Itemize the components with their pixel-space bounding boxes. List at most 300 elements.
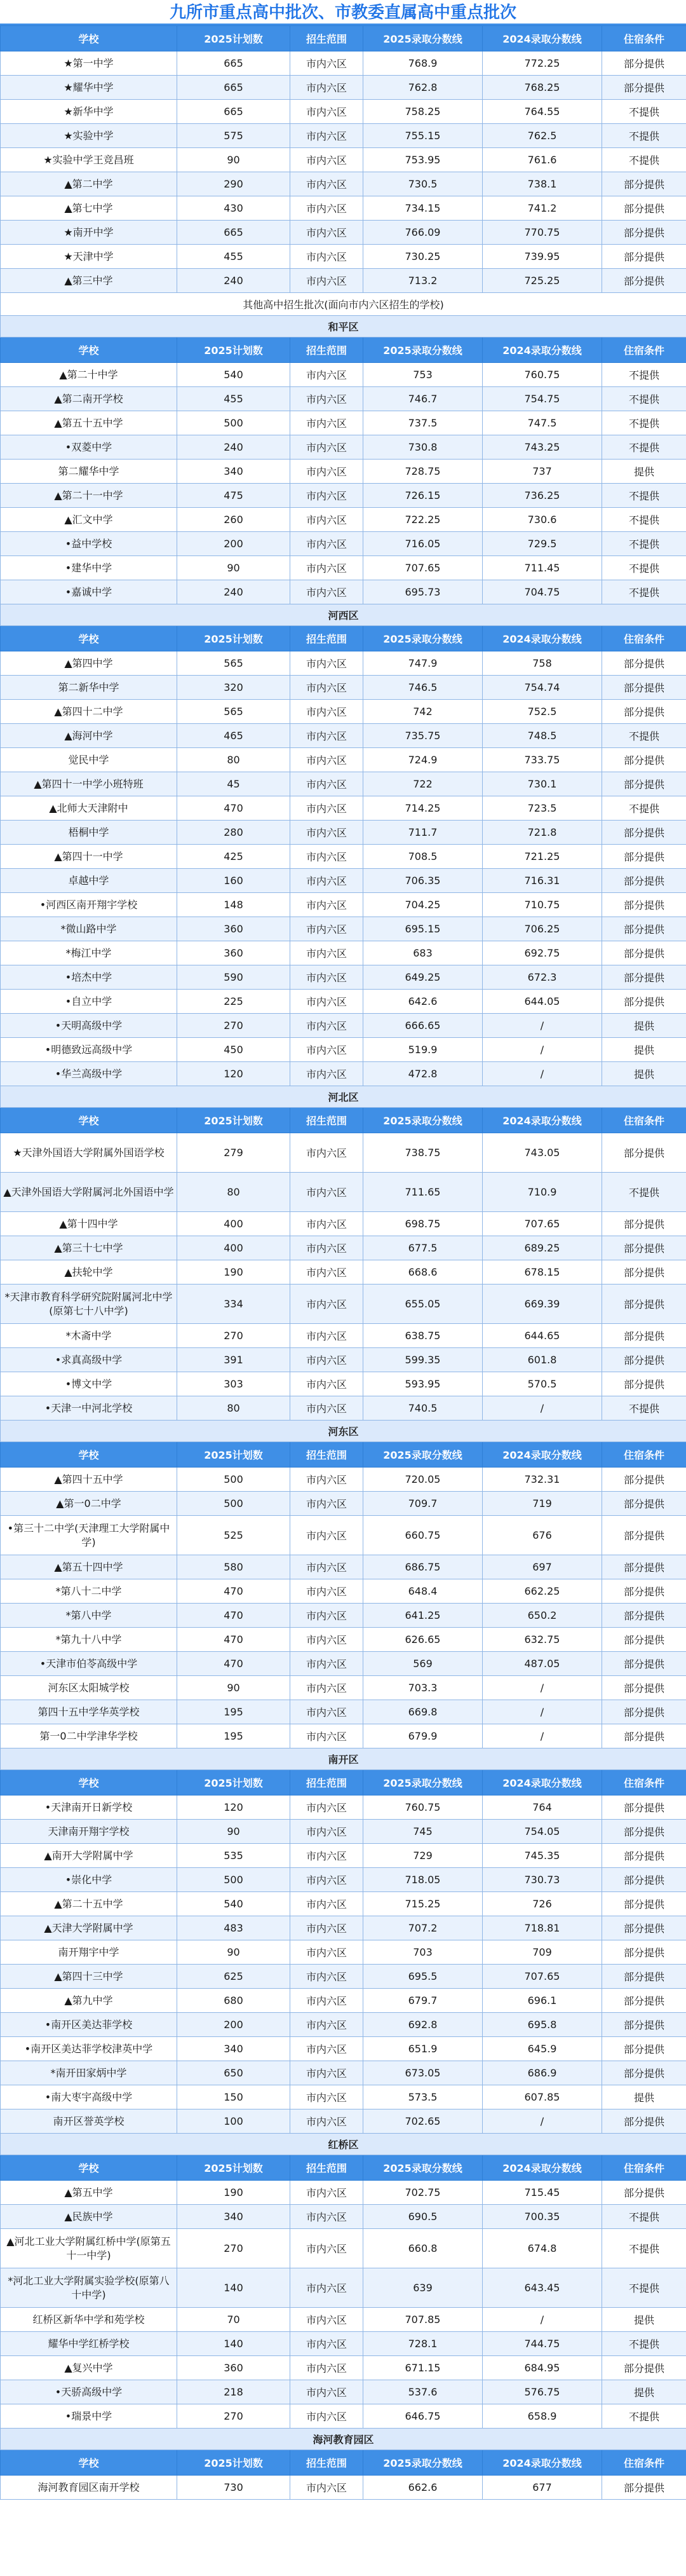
school-name: ▲第一0二中学 xyxy=(1,1492,177,1516)
plan-count: 525 xyxy=(177,1516,290,1555)
score-2024: 716.31 xyxy=(483,869,602,893)
school-name: •天明高级中学 xyxy=(1,1014,177,1038)
enroll-range: 市内六区 xyxy=(290,1492,363,1516)
school-name: 第一0二中学津华学校 xyxy=(1,1724,177,1748)
score-2025: 746.5 xyxy=(363,676,483,700)
table-row xyxy=(1,2085,686,2109)
score-2025: 683 xyxy=(363,941,483,965)
score-2025: 648.4 xyxy=(363,1579,483,1604)
plan-count: 470 xyxy=(177,1652,290,1676)
school-name: ★实验中学王竞昌班 xyxy=(1,148,177,172)
school-name: •培杰中学 xyxy=(1,965,177,990)
plan-count: 565 xyxy=(177,700,290,724)
table-row xyxy=(1,269,686,293)
admission-table-body xyxy=(1,26,686,2500)
school-name: •天津市伯苓高级中学 xyxy=(1,1652,177,1676)
table-row xyxy=(1,1468,686,1492)
table-row xyxy=(1,1173,686,1212)
school-name: •明德致远高级中学 xyxy=(1,1038,177,1062)
school-name: 南开区誉英学校 xyxy=(1,2109,177,2134)
enroll-range: 市内六区 xyxy=(290,724,363,748)
housing: 提供 xyxy=(602,2308,686,2332)
housing: 部分提供 xyxy=(602,990,686,1014)
table-row xyxy=(1,100,686,124)
plan-count: 360 xyxy=(177,2356,290,2380)
enroll-range: 市内六区 xyxy=(290,1844,363,1868)
housing: 不提供 xyxy=(602,124,686,148)
enroll-range: 市内六区 xyxy=(290,1260,363,1285)
enroll-range: 市内六区 xyxy=(290,821,363,845)
score-2025: 704.25 xyxy=(363,893,483,917)
score-2024: 730.6 xyxy=(483,508,602,532)
plan-count: 465 xyxy=(177,724,290,748)
score-2025: 702.65 xyxy=(363,2109,483,2134)
housing: 部分提供 xyxy=(602,1628,686,1652)
table-row xyxy=(1,221,686,245)
school-name: ▲第四十二中学 xyxy=(1,700,177,724)
enroll-range: 市内六区 xyxy=(290,221,363,245)
school-name: 第二新华中学 xyxy=(1,676,177,700)
enroll-range: 市内六区 xyxy=(290,2268,363,2308)
score-2024: 743.05 xyxy=(483,1133,602,1173)
score-2025: 742 xyxy=(363,700,483,724)
score-2024: 747.5 xyxy=(483,411,602,435)
housing: 部分提供 xyxy=(602,1285,686,1324)
housing: 部分提供 xyxy=(602,1868,686,1892)
plan-count: 160 xyxy=(177,869,290,893)
table-row xyxy=(1,2013,686,2037)
school-name: ▲第十四中学 xyxy=(1,1212,177,1236)
table-header-row xyxy=(1,26,686,51)
enroll-range: 市内六区 xyxy=(290,796,363,821)
score-2024: 772.25 xyxy=(483,51,602,76)
plan-count: 218 xyxy=(177,2380,290,2404)
table-row xyxy=(1,1260,686,1285)
table-row xyxy=(1,2380,686,2404)
enroll-range: 市内六区 xyxy=(290,1604,363,1628)
score-2024: 725.25 xyxy=(483,269,602,293)
score-2025: 646.75 xyxy=(363,2404,483,2429)
school-name: •建华中学 xyxy=(1,556,177,580)
housing: 部分提供 xyxy=(602,676,686,700)
housing: 部分提供 xyxy=(602,2061,686,2085)
district-heading-row xyxy=(1,1421,686,1442)
housing: 不提供 xyxy=(602,363,686,387)
housing: 部分提供 xyxy=(602,917,686,941)
page-title: 九所市重点高中批次、市教委直属高中重点批次 xyxy=(0,0,686,25)
plan-count: 280 xyxy=(177,821,290,845)
plan-count: 70 xyxy=(177,2308,290,2332)
plan-count: 425 xyxy=(177,845,290,869)
housing: 部分提供 xyxy=(602,1468,686,1492)
district-heading-row xyxy=(1,604,686,626)
score-2024: 644.05 xyxy=(483,990,602,1014)
header-housing: 住宿条件 xyxy=(602,1442,686,1468)
table-row xyxy=(1,1492,686,1516)
score-2024: 758 xyxy=(483,651,602,676)
housing: 部分提供 xyxy=(602,1492,686,1516)
housing: 部分提供 xyxy=(602,76,686,100)
housing: 不提供 xyxy=(602,556,686,580)
enroll-range: 市内六区 xyxy=(290,1555,363,1579)
score-2024: 723.5 xyxy=(483,796,602,821)
housing: 不提供 xyxy=(602,387,686,411)
score-2025: 649.25 xyxy=(363,965,483,990)
housing: 部分提供 xyxy=(602,269,686,293)
enroll-range: 市内六区 xyxy=(290,76,363,100)
score-2025: 738.75 xyxy=(363,1133,483,1173)
school-name: ★新华中学 xyxy=(1,100,177,124)
enroll-range: 市内六区 xyxy=(290,845,363,869)
enroll-range: 市内六区 xyxy=(290,2181,363,2205)
header-score-2024: 2024录取分数线 xyxy=(483,337,602,363)
enroll-range: 市内六区 xyxy=(290,893,363,917)
enroll-range: 市内六区 xyxy=(290,1892,363,1916)
housing: 不提供 xyxy=(602,100,686,124)
housing: 部分提供 xyxy=(602,51,686,76)
school-name: •天津南开日新学校 xyxy=(1,1796,177,1820)
plan-count: 148 xyxy=(177,893,290,917)
plan-count: 120 xyxy=(177,1796,290,1820)
plan-count: 100 xyxy=(177,2109,290,2134)
enroll-range: 市内六区 xyxy=(290,2308,363,2332)
table-row xyxy=(1,2476,686,2500)
score-2024: 689.25 xyxy=(483,1236,602,1260)
enroll-range: 市内六区 xyxy=(290,269,363,293)
housing: 部分提供 xyxy=(602,941,686,965)
score-2024: 686.9 xyxy=(483,2061,602,2085)
plan-count: 195 xyxy=(177,1724,290,1748)
enroll-range: 市内六区 xyxy=(290,1038,363,1062)
plan-count: 150 xyxy=(177,2085,290,2109)
table-row xyxy=(1,1348,686,1372)
school-name: ▲第四十五中学 xyxy=(1,1468,177,1492)
score-2024: / xyxy=(483,1014,602,1038)
plan-count: 580 xyxy=(177,1555,290,1579)
housing: 提供 xyxy=(602,2085,686,2109)
header-plan-2025: 2025计划数 xyxy=(177,337,290,363)
header-school: 学校 xyxy=(1,1108,177,1133)
score-2024: 710.9 xyxy=(483,1173,602,1212)
enroll-range: 市内六区 xyxy=(290,1062,363,1086)
score-2024: 601.8 xyxy=(483,1348,602,1372)
housing: 不提供 xyxy=(602,532,686,556)
housing: 提供 xyxy=(602,1014,686,1038)
school-name: •益中学校 xyxy=(1,532,177,556)
score-2024: 662.25 xyxy=(483,1579,602,1604)
enroll-range: 市内六区 xyxy=(290,387,363,411)
header-housing: 住宿条件 xyxy=(602,2155,686,2181)
plan-count: 500 xyxy=(177,1492,290,1516)
school-name: 耀华中学红桥学校 xyxy=(1,2332,177,2356)
plan-count: 455 xyxy=(177,387,290,411)
plan-count: 80 xyxy=(177,1173,290,1212)
score-2024: 721.8 xyxy=(483,821,602,845)
table-row xyxy=(1,387,686,411)
school-name: *天津市教育科学研究院附属河北中学(原第七十八中学) xyxy=(1,1285,177,1324)
table-row xyxy=(1,1892,686,1916)
housing: 不提供 xyxy=(602,2268,686,2308)
header-score-2025: 2025录取分数线 xyxy=(363,1442,483,1468)
score-2024: 678.15 xyxy=(483,1260,602,1285)
header-score-2024: 2024录取分数线 xyxy=(483,1770,602,1796)
table-row xyxy=(1,1965,686,1989)
table-row xyxy=(1,148,686,172)
score-2024: 752.5 xyxy=(483,700,602,724)
score-2024: 669.39 xyxy=(483,1285,602,1324)
score-2024: / xyxy=(483,1396,602,1421)
housing: 部分提供 xyxy=(602,869,686,893)
school-name: ▲民族中学 xyxy=(1,2205,177,2229)
housing: 部分提供 xyxy=(602,2013,686,2037)
plan-count: 590 xyxy=(177,965,290,990)
plan-count: 270 xyxy=(177,1014,290,1038)
housing: 部分提供 xyxy=(602,1724,686,1748)
plan-count: 500 xyxy=(177,1468,290,1492)
plan-count: 680 xyxy=(177,1989,290,2013)
housing: 提供 xyxy=(602,1062,686,1086)
housing: 部分提供 xyxy=(602,1555,686,1579)
table-row xyxy=(1,2332,686,2356)
enroll-range: 市内六区 xyxy=(290,2013,363,2037)
score-2024: 745.35 xyxy=(483,1844,602,1868)
housing: 不提供 xyxy=(602,580,686,604)
score-2025: 747.9 xyxy=(363,651,483,676)
school-name: ▲第三十七中学 xyxy=(1,1236,177,1260)
housing: 不提供 xyxy=(602,435,686,460)
table-row xyxy=(1,869,686,893)
score-2024: 650.2 xyxy=(483,1604,602,1628)
header-range: 招生范围 xyxy=(290,1108,363,1133)
enroll-range: 市内六区 xyxy=(290,2356,363,2380)
district-heading: 海河教育园区 xyxy=(1,2429,686,2450)
housing: 部分提供 xyxy=(602,893,686,917)
school-name: ▲第二十中学 xyxy=(1,363,177,387)
school-name: ▲第二十一中学 xyxy=(1,484,177,508)
score-2024: 706.25 xyxy=(483,917,602,941)
enroll-range: 市内六区 xyxy=(290,651,363,676)
school-name: ▲第三中学 xyxy=(1,269,177,293)
table-row xyxy=(1,2229,686,2268)
table-row xyxy=(1,1324,686,1348)
header-range: 招生范围 xyxy=(290,26,363,51)
table-row xyxy=(1,1555,686,1579)
score-2025: 755.15 xyxy=(363,124,483,148)
housing: 部分提供 xyxy=(602,2109,686,2134)
score-2024: 607.85 xyxy=(483,2085,602,2109)
housing: 不提供 xyxy=(602,796,686,821)
housing: 部分提供 xyxy=(602,748,686,772)
header-score-2024: 2024录取分数线 xyxy=(483,2450,602,2476)
score-2024: 700.35 xyxy=(483,2205,602,2229)
enroll-range: 市内六区 xyxy=(290,676,363,700)
housing: 部分提供 xyxy=(602,772,686,796)
school-name: ▲第二十五中学 xyxy=(1,1892,177,1916)
table-row xyxy=(1,1652,686,1676)
table-header-row xyxy=(1,1442,686,1468)
enroll-range: 市内六区 xyxy=(290,460,363,484)
header-score-2025: 2025录取分数线 xyxy=(363,626,483,651)
score-2024: / xyxy=(483,1724,602,1748)
score-2024: 695.8 xyxy=(483,2013,602,2037)
score-2024: 762.5 xyxy=(483,124,602,148)
plan-count: 483 xyxy=(177,1916,290,1940)
school-name: 第四十五中学华英学校 xyxy=(1,1700,177,1724)
enroll-range: 市内六区 xyxy=(290,148,363,172)
housing: 不提供 xyxy=(602,411,686,435)
score-2024: 738.1 xyxy=(483,172,602,196)
school-name: •瑞景中学 xyxy=(1,2404,177,2429)
score-2025: 679.9 xyxy=(363,1724,483,1748)
header-range: 招生范围 xyxy=(290,2450,363,2476)
plan-count: 290 xyxy=(177,172,290,196)
housing: 不提供 xyxy=(602,484,686,508)
score-2025: 753 xyxy=(363,363,483,387)
enroll-range: 市内六区 xyxy=(290,1989,363,2013)
enroll-range: 市内六区 xyxy=(290,1348,363,1372)
housing: 部分提供 xyxy=(602,845,686,869)
plan-count: 455 xyxy=(177,245,290,269)
school-name: ▲汇文中学 xyxy=(1,508,177,532)
score-2025: 569 xyxy=(363,1652,483,1676)
housing: 部分提供 xyxy=(602,221,686,245)
table-row xyxy=(1,508,686,532)
plan-count: 650 xyxy=(177,2061,290,2085)
housing: 部分提供 xyxy=(602,2037,686,2061)
enroll-range: 市内六区 xyxy=(290,748,363,772)
table-row xyxy=(1,1916,686,1940)
table-row xyxy=(1,580,686,604)
score-2025: 728.1 xyxy=(363,2332,483,2356)
enroll-range: 市内六区 xyxy=(290,1579,363,1604)
header-score-2025: 2025录取分数线 xyxy=(363,1108,483,1133)
school-name: *第九十八中学 xyxy=(1,1628,177,1652)
school-name: •博文中学 xyxy=(1,1372,177,1396)
plan-count: 195 xyxy=(177,1700,290,1724)
housing: 部分提供 xyxy=(602,1820,686,1844)
score-2025: 686.75 xyxy=(363,1555,483,1579)
table-header-row xyxy=(1,626,686,651)
school-name: ▲第四中学 xyxy=(1,651,177,676)
header-school: 学校 xyxy=(1,626,177,651)
plan-count: 45 xyxy=(177,772,290,796)
school-name: •第三十二中学(天津理工大学附属中学) xyxy=(1,1516,177,1555)
score-2024: / xyxy=(483,1038,602,1062)
plan-count: 90 xyxy=(177,1820,290,1844)
housing: 部分提供 xyxy=(602,700,686,724)
table-row xyxy=(1,1038,686,1062)
score-2025: 758.25 xyxy=(363,100,483,124)
housing: 提供 xyxy=(602,1038,686,1062)
school-name: •嘉诚中学 xyxy=(1,580,177,604)
score-2024: 676 xyxy=(483,1516,602,1555)
score-2024: 743.25 xyxy=(483,435,602,460)
housing: 部分提供 xyxy=(602,1940,686,1965)
enroll-range: 市内六区 xyxy=(290,124,363,148)
table-row xyxy=(1,196,686,221)
score-2024: 764.55 xyxy=(483,100,602,124)
plan-count: 270 xyxy=(177,2404,290,2429)
score-2025: 740.5 xyxy=(363,1396,483,1421)
plan-count: 470 xyxy=(177,796,290,821)
admission-table xyxy=(0,25,686,2500)
table-row xyxy=(1,2061,686,2085)
table-row xyxy=(1,748,686,772)
score-2024: 730.73 xyxy=(483,1868,602,1892)
school-name: ▲第五十四中学 xyxy=(1,1555,177,1579)
score-2025: 706.35 xyxy=(363,869,483,893)
table-row xyxy=(1,1236,686,1260)
score-2025: 714.25 xyxy=(363,796,483,821)
housing: 部分提供 xyxy=(602,1236,686,1260)
table-row xyxy=(1,2205,686,2229)
enroll-range: 市内六区 xyxy=(290,508,363,532)
table-header-row xyxy=(1,337,686,363)
score-2025: 722.25 xyxy=(363,508,483,532)
table-row xyxy=(1,845,686,869)
table-header-row xyxy=(1,2450,686,2476)
header-housing: 住宿条件 xyxy=(602,626,686,651)
header-plan-2025: 2025计划数 xyxy=(177,26,290,51)
score-2024: 645.9 xyxy=(483,2037,602,2061)
school-name: *河北工业大学附属实验学校(原第八十中学) xyxy=(1,2268,177,2308)
school-name: ▲复兴中学 xyxy=(1,2356,177,2380)
header-score-2024: 2024录取分数线 xyxy=(483,26,602,51)
header-score-2025: 2025录取分数线 xyxy=(363,337,483,363)
plan-count: 665 xyxy=(177,51,290,76)
housing: 不提供 xyxy=(602,724,686,748)
district-heading: 河北区 xyxy=(1,1086,686,1108)
score-2024: 770.75 xyxy=(483,221,602,245)
enroll-range: 市内六区 xyxy=(290,1014,363,1038)
score-2024: / xyxy=(483,1062,602,1086)
school-name: 天津南开翔宇学校 xyxy=(1,1820,177,1844)
plan-count: 240 xyxy=(177,435,290,460)
plan-count: 470 xyxy=(177,1579,290,1604)
school-name: 红桥区新华中学和苑学校 xyxy=(1,2308,177,2332)
score-2025: 639 xyxy=(363,2268,483,2308)
enroll-range: 市内六区 xyxy=(290,2205,363,2229)
score-2025: 666.65 xyxy=(363,1014,483,1038)
enroll-range: 市内六区 xyxy=(290,2109,363,2134)
table-row xyxy=(1,821,686,845)
table-row xyxy=(1,1700,686,1724)
plan-count: 340 xyxy=(177,460,290,484)
table-row xyxy=(1,1285,686,1324)
plan-count: 400 xyxy=(177,1212,290,1236)
housing: 部分提供 xyxy=(602,1652,686,1676)
enroll-range: 市内六区 xyxy=(290,556,363,580)
enroll-range: 市内六区 xyxy=(290,1820,363,1844)
housing: 不提供 xyxy=(602,2229,686,2268)
school-name: •南大枣宇高级中学 xyxy=(1,2085,177,2109)
score-2024: 768.25 xyxy=(483,76,602,100)
table-row xyxy=(1,2109,686,2134)
enroll-range: 市内六区 xyxy=(290,1285,363,1324)
enroll-range: 市内六区 xyxy=(290,2380,363,2404)
plan-count: 190 xyxy=(177,1260,290,1285)
enroll-range: 市内六区 xyxy=(290,772,363,796)
score-2024: / xyxy=(483,1676,602,1700)
school-name: ▲扶轮中学 xyxy=(1,1260,177,1285)
plan-count: 625 xyxy=(177,1965,290,1989)
plan-count: 90 xyxy=(177,1676,290,1700)
batch-note-row xyxy=(1,293,686,316)
table-row xyxy=(1,1844,686,1868)
score-2025: 729 xyxy=(363,1844,483,1868)
school-name: 海河教育园区南开学校 xyxy=(1,2476,177,2500)
housing: 提供 xyxy=(602,2380,686,2404)
